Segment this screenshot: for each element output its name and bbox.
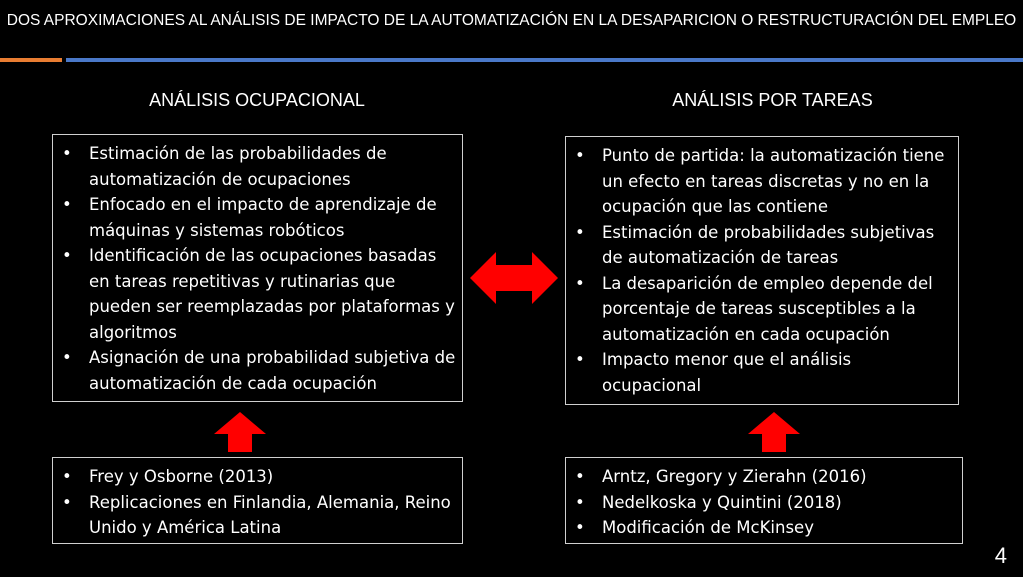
list-item: • Impacto menor que el análisis ocupacional xyxy=(572,347,952,398)
list-item: • Identificación de las ocupaciones basadas en tareas repetitivas y rutinarias que pueden ser reemplazadas por plataformas y algoritmos xyxy=(59,243,456,345)
task-analysis-box xyxy=(565,136,959,405)
list-item: • Punto de partida: la automatización tiene un efecto en tareas discretas y no en la ocupación que las contiene xyxy=(572,143,952,220)
right-heading: ANÁLISIS POR TAREAS xyxy=(672,90,873,110)
page-number: 4 xyxy=(994,543,1007,568)
list-item: • Frey y Osborne (2013) xyxy=(59,464,456,490)
list-item: • Nedelkoska y Quintini (2018) xyxy=(572,490,956,516)
occupational-analysis-box xyxy=(52,134,463,402)
list-item: • La desaparición de empleo depende del porcentaje de tareas susceptibles a la automatización en cada ocupación xyxy=(572,271,952,348)
up-arrow-icon xyxy=(214,412,266,452)
list-item: • Replicaciones en Finlandia, Alemania, Reino Unido y América Latina xyxy=(59,490,456,541)
task-sources-box xyxy=(565,457,963,544)
double-arrow-icon xyxy=(470,252,558,304)
list-item: • Arntz, Gregory y Zierahn (2016) xyxy=(572,464,956,490)
slide-title: DOS APROXIMACIONES AL ANÁLISIS DE IMPACTO DE LA AUTOMATIZACIÓN EN LA DESAPARICION O RESTRUCTURACIÓN DEL EMPLEO xyxy=(6,12,1017,29)
list-item: • Estimación de las probabilidades de automatización de ocupaciones xyxy=(59,141,456,192)
up-arrow-icon xyxy=(748,412,800,452)
list-item: • Asignación de una probabilidad subjetiva de automatización de cada ocupación xyxy=(59,345,456,396)
accent-bar-orange xyxy=(0,58,62,62)
accent-bar-blue xyxy=(66,58,1023,62)
list-item: • Enfocado en el impacto de aprendizaje de máquinas y sistemas robóticos xyxy=(59,192,456,243)
list-item: • Estimación de probabilidades subjetivas de automatización de tareas xyxy=(572,220,952,271)
left-heading: ANÁLISIS OCUPACIONAL xyxy=(149,90,365,110)
occupational-sources-box xyxy=(52,457,463,544)
list-item: • Modificación de McKinsey xyxy=(572,515,956,541)
